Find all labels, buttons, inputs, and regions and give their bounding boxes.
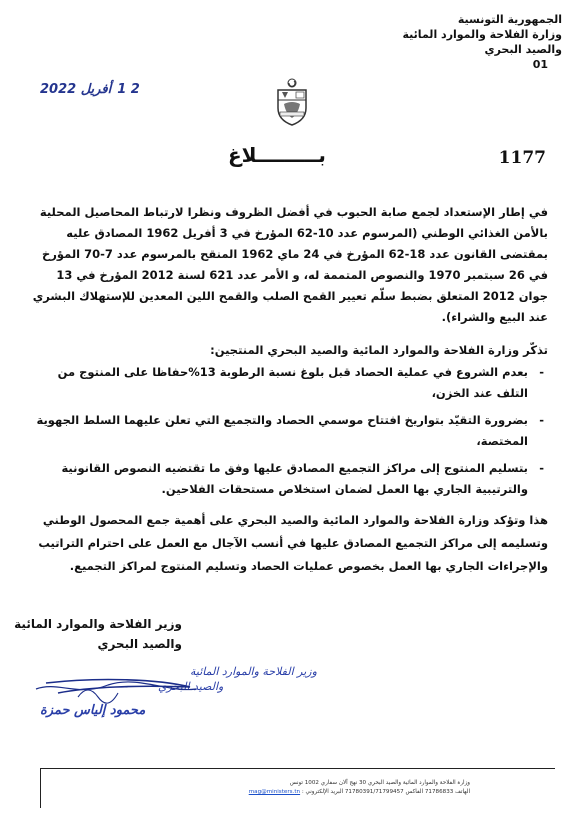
reminder-paragraph: تذكّر وزارة الفلاحة والموارد المائية والصيد البحري المنتجين: — [210, 343, 548, 357]
intro-paragraph: في إطار الإستعداد لجمع صابة الحبوب في أفضل الظروف ونظرا لارتباط المحاصيل المحلية بالأمن الغذائي الوطني (المرسوم عدد 10-62 المؤرخ في 3 أفريل 1962 المصادق عليه بمقتضى القانون عدد 18-62 المؤرخ في 24 ماي 1962 المنقح بالمرسوم عدد 7-70 المؤرخ في 26 سبتمبر 1970 والنصوص المتممة له، و الأمر عدد 621 لسنة 2012 المؤرخ في 13 جوان 2012 المتعلق بضبط سلّم تعيير القمح الصلب والقمح اللين المعدين للإستهلاك البشري عند البيع والشراء). — [32, 205, 548, 324]
header-ministry-cont: والصيد البحري — [484, 43, 562, 56]
footer-email-link[interactable]: mag@ministers.tn — [248, 789, 301, 795]
ministry-header — [372, 12, 562, 72]
header-number: 01 — [532, 58, 548, 71]
document-number: 1177 — [498, 148, 546, 168]
signature-stamp-line1: وزير الفلاحة والموارد المائية — [190, 665, 317, 678]
date-stamp — [40, 82, 146, 97]
date-stamp-text: أفريل 2022 — [40, 82, 112, 97]
list-item: - بتسليم المنتوج إلى مراكز التجميع المصادق عليها وفق ما تقتضيه النصوص القانونية والترتيبية الجاري بها العمل لضمان استخلاص مستحقات الفلاحين. — [28, 458, 548, 500]
list-item: - بضرورة التقيّد بتواريخ افتتاح موسمي الحصاد والتجميع التي تعلن عليهما السلط الجهوية المختصة، — [28, 410, 548, 452]
document-title: بـــــــــلاغ — [228, 143, 326, 167]
signatory-title-cont: والصيد البحري — [97, 637, 182, 651]
reminder-list — [28, 362, 548, 506]
header-ministry: وزارة الفلاحة والموارد المائية — [402, 28, 562, 41]
footer-address: وزارة الفلاحة والموارد المائية والصيد البحري 30 نهج آلان سفاري 1002 تونس — [289, 780, 470, 786]
signature-name: محمود إلياس حمزة — [40, 703, 146, 718]
signature-stamp-line2: والصيد البحري — [158, 680, 224, 693]
footer-contact: الهاتف 71786833 الفاكس 71780391/71799457 البريد الإلكتروني : — [301, 789, 470, 795]
header-republic: الجمهورية التونسية — [457, 13, 562, 26]
date-stamp-digits: 1 2 — [117, 82, 140, 97]
list-item: - بعدم الشروع في عملية الحصاد قبل بلوغ نسبة الرطوبة 13%حفاظا على المنتوج من التلف عند الخزن، — [28, 362, 548, 404]
closing-paragraph: هذا وتؤكد وزارة الفلاحة والموارد المائية والصيد البحري على أهمية جمع المحصول الوطني وتسليمه إلى مراكز التجميع المصادق عليها في أنسب الآجال مع العمل على احترام التراتيب والإجراءات الجاري بها العمل بخصوص عمليات الحصاد وتسليم المنتوج لمراكز التجميع. — [38, 513, 548, 573]
footer-divider — [40, 768, 555, 769]
footer — [180, 779, 470, 797]
signatory-title: وزير الفلاحة والموارد المائية — [14, 617, 182, 631]
signatory-block — [2, 614, 182, 654]
tunisia-coat-of-arms-icon — [272, 78, 312, 128]
footer-vertical-divider — [40, 768, 41, 808]
